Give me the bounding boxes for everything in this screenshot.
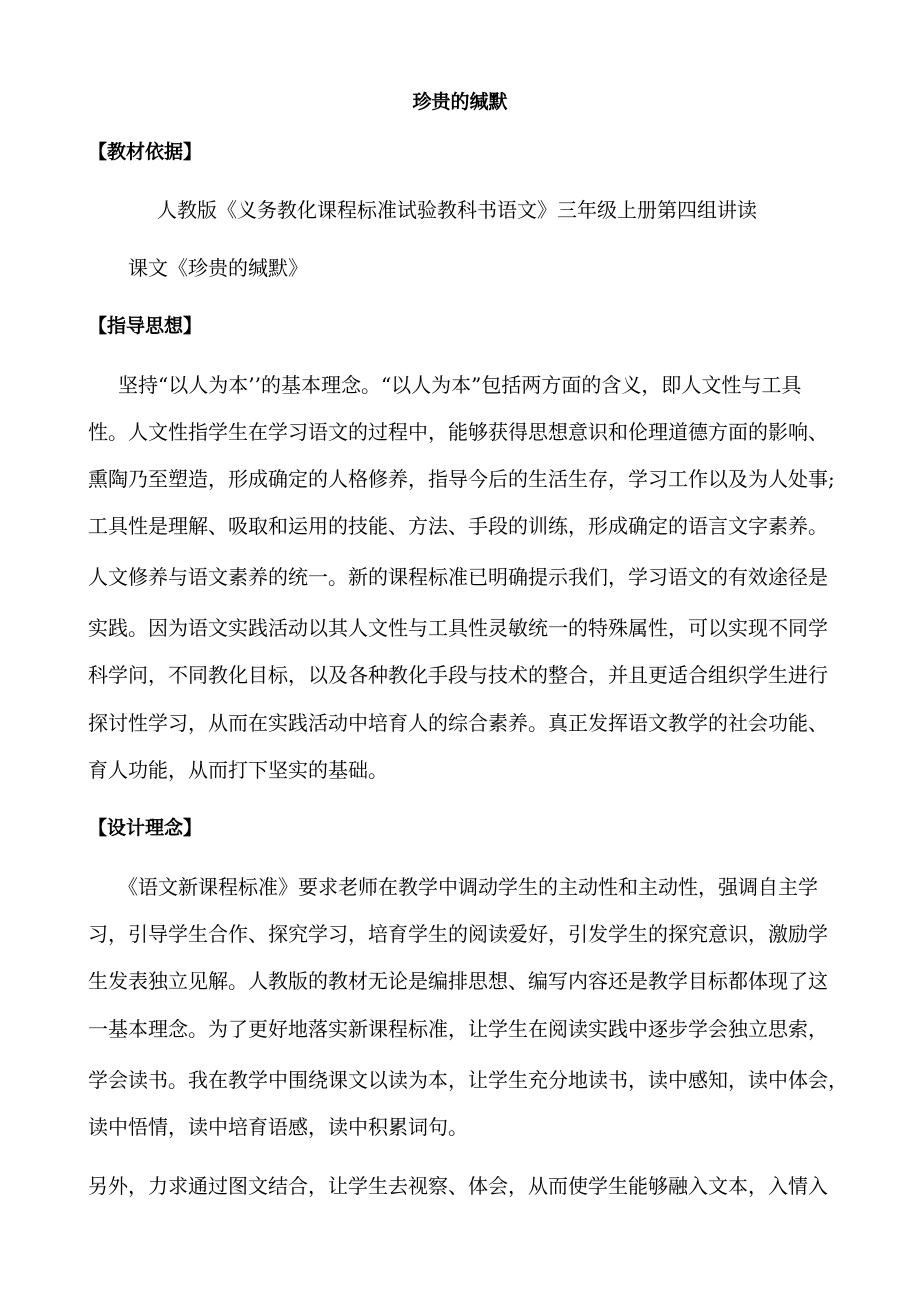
design-line: 习，引导学生合作、探究学习，培育学生的阅读爱好，引发学生的探究意识，激励学: [88, 922, 828, 946]
guiding-line: 育人功能，从而打下坚实的基础。: [88, 758, 388, 782]
design-line: 《语文新课程标准》要求老师在教学中调动学生的主动性和主动性，强调自主学: [118, 875, 818, 899]
guiding-line: 熏陶乃至塑造，形成确定的人格修养，指导今后的生活生存，学习工作以及为人处事;: [88, 467, 835, 491]
design-line: 读中悟情，读中培育语感，读中积累词句。: [88, 1115, 468, 1139]
basis-line: 课文《珍贵的缄默》: [128, 256, 308, 280]
guiding-line: 工具性是理解、吸取和运用的技能、方法、手段的训练，形成确定的语言文字素养。: [88, 514, 828, 538]
basis-line: 人教版《义务教化课程标准试验教科书语文》三年级上册第四组讲读: [157, 198, 757, 222]
guiding-line: 性。人文性指学生在学习语文的过程中，能够获得思想意识和伦理道德方面的影响、: [88, 420, 828, 444]
section-heading-guiding: 【指导思想】: [88, 315, 203, 337]
document-title: 珍贵的缄默: [412, 91, 508, 113]
design-line: 一基本理念。为了更好地落实新课程标准，让学生在阅读实践中逐步学会独立思索，: [88, 1017, 828, 1041]
design-line: 另外，力求通过图文结合，让学生去视察、体会，从而使学生能够融入文本，入情入: [88, 1174, 828, 1198]
section-heading-basis: 【教材依据】: [88, 141, 203, 163]
section-heading-design: 【设计理念】: [88, 817, 203, 839]
guiding-line: 探讨性学习，从而在实践活动中培育人的综合素养。真正发挥语文教学的社会功能、: [88, 711, 828, 735]
design-line: 生发表独立见解。人教版的教材无论是编排思想、编写内容还是教学目标都体现了这: [88, 969, 828, 993]
guiding-line: 人文修养与语文素养的统一。新的课程标准已明确提示我们，学习语文的有效途径是: [88, 565, 828, 589]
guiding-line: 实践。因为语文实践活动以其人文性与工具性灵敏统一的特殊属性，可以实现不同学: [88, 616, 828, 640]
guiding-line: 科学问，不同教化目标，以及各种教化手段与技术的整合，并且更适合组织学生进行: [88, 663, 828, 687]
guiding-line: 坚持“以人为本’’的基本理念。“以人为本”包括两方面的含义，即人文性与工具: [118, 373, 802, 397]
design-line: 学会读书。我在教学中围绕课文以读为本，让学生充分地读书，读中感知，读中体会，: [88, 1068, 848, 1092]
